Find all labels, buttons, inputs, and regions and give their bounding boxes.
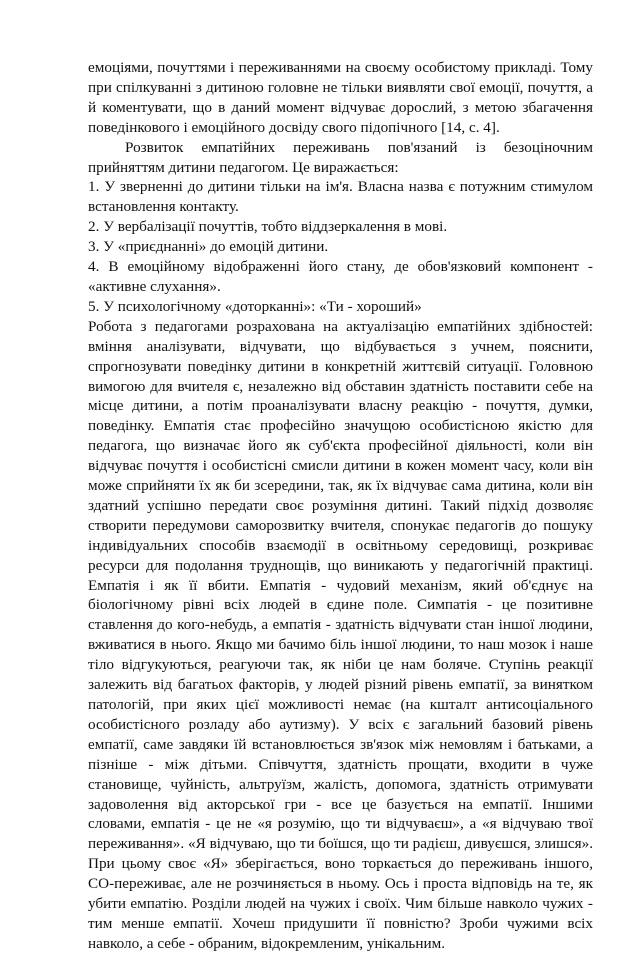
paragraph-intro: емоціями, почуттями і переживаннями на своєму особистому прикладі. Тому при спілкуванні з дитиною головне не тільки виявляти свої емоції, почуття, а й коментувати, що в даний момент відчуває дорослий, з метою збагачення поведінкового і емоційного досвіду свого підопічного [14, с. 4].: [88, 59, 593, 136]
list-item-1: 1. У зверненні до дитини тільки на ім'я. Власна назва є потужним стимулом встановлення контакту.: [88, 178, 593, 216]
list-item-2: 2. У вербалізації почуттів, тобто віддзеркалення в мові.: [88, 218, 448, 236]
document-page: [88, 58, 593, 954]
list-item-3: 3. У «приєднанні» до емоцій дитини.: [88, 238, 329, 256]
list-item-4: 4. В емоційному відображенні його стану, де обов'язковий компонент - «активне слухання».: [88, 258, 593, 295]
paragraph-empathy-development: Розвиток емпатійних переживань пов'язаний із безоціночним прийняттям дитини педагогом. Це виражається:: [88, 138, 593, 176]
list-item-5: 5. У психологічному «доторканні»: «Ти - хороший»: [88, 297, 422, 315]
paragraph-main-body: Робота з педагогами розрахована на актуалізацію емпатійних здібностей: вміння аналізувати, відчувати, що відбувається з учнем, пояснити, спрогнозувати поведінку дитини в конкретній життєвій ситуації. Головною вимогою для вчителя є, незалежно від обставин здатність поставити себе на місце дитини, а потім проаналізувати власну реакцію - почуття, думки, поведінку. Емпатія стає професійно значущою особистісною якістю для педагога, що визначає його як суб'єкта професійної діяльності, коли він відчуває почуття і особистісні смисли дитини в кожен момент часу, коли він може сприйняти їх як би зсередини, так, як їх відчуває сама дитина, коли він здатний успішно передати своє розуміння дитині. Такий підхід дозволяє створити передумови саморозвитку вчителя, спонукає педагогів до пошуку індивідуальних способів взаємодії в освітньому середовищі, розкриває ресурси для подолання труднощів, що виникають у педагогічній практиці. Емпатія і як її вбити. Емпатія - чудовий механізм, який об'єднує на біологічному рівні всіх людей в єдине поле. Симпатія - це позитивне ставлення до кого-небудь, а емпатія - здатність відчувати стан іншої людини, вживатися в нього. Якщо ми бачимо біль іншої людини, то наш мозок і наше тіло відгукуються, реагуючи так, як ніби це нам боляче. Ступінь реакції залежить від багатьох факторів, у людей різний рівень емпатії, за винятком патологій, при яких цієї можливості немає (на кшталт антисоціального особистісного розладу або аутизму). У всіх є загальний базовий рівень емпатії, саме завдяки їй встановлюється зв'язок між немовлям і батьками, а пізніше - між дітьми. Співчуття, здатність прощати, входити в чуже становище, чуйність, альтруїзм, жалість, допомога, здатність отримувати задоволення від акторської гри - все це базується на емпатії. Іншими словами, емпатія - це не «я розумію, що ти відчуваєш», а «я відчуваю твої переживання». «Я відчуваю, що ти боїшся, що ти радієш, дивуєшся, злишся». При цьому своє «Я» зберігається, воно торкається до переживань іншого, СО-переживає, але не розчиняється в ньому. Ось і проста відповідь на те, як убити емпатію. Розділи людей на чужих і своїх. Чим більше навколо чужих - тим менше емпатії. Хочеш придушити її повністю? Зроби чужими всіх навколо, а себе - обраним, відокремленим, унікальним.: [88, 317, 593, 952]
